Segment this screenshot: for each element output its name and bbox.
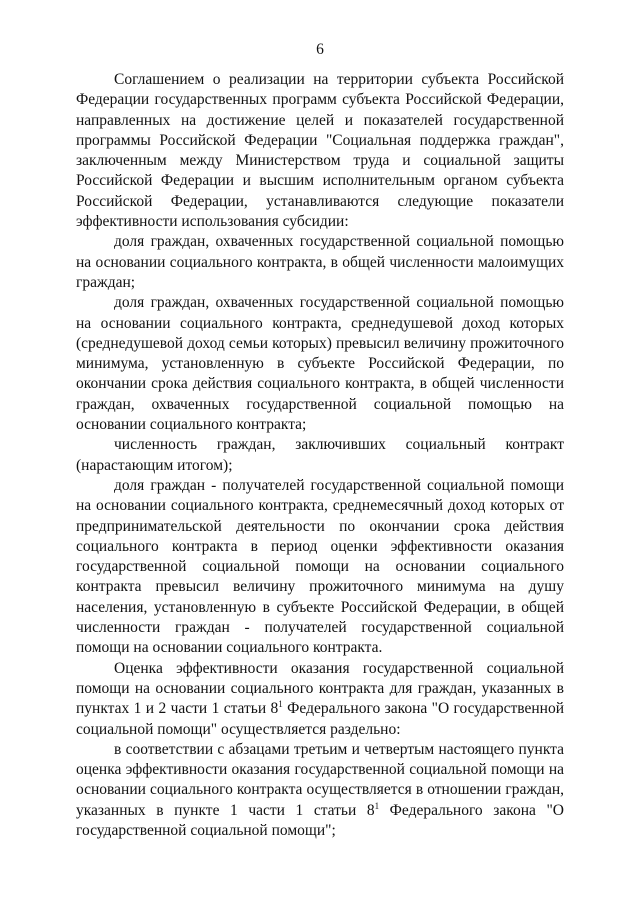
paragraph-evaluation-separately [76, 659, 564, 740]
paragraph-indicator-share-covered: доля граждан, охваченных государственной социальной помощью на основании социального контракта, в общей численности малоимущих граждан; [76, 233, 564, 291]
paragraph-indicator-income-exceeded: доля граждан, охваченных государственной социальной помощью на основании социального контракта, среднедушевой доход которых (среднедушевой доход семьи которых) превысил величину прожиточного минимума, установленную в субъекте Российской Федерации, по окончании срока действия социального контракта, в общей численности граждан, охваченных государственной социальной помощью на основании социального контракта; [76, 294, 564, 434]
paragraph-agreement-indicators: Соглашением о реализации на территории субъекта Российской Федерации государственных программ субъекта Российской Федерации, направленных на достижение целей и показателей государственной программы Российской Федерации "Социальная поддержка граждан", заключенным между Министерством труда и социальной защиты Российской Федерации и высшим исполнительным органом субъекта Российской Федерации, устанавливаются следующие показатели эффективности использования субсидии: [76, 71, 564, 231]
paragraph-clause-text-after: Федерального закона "О государственной социальной помощи"; [76, 801, 564, 839]
article-superscript: 1 [374, 800, 380, 811]
document-body [76, 70, 564, 841]
paragraph-evaluation-clause-1 [76, 740, 564, 841]
paragraph-evaluation-text-after: Федерального закона "О государственной социальной помощи" осуществляется раздельно: [76, 700, 564, 738]
paragraph-indicator-entrepreneurship-income: доля граждан - получателей государственной социальной помощи на основании социального контракта, среднемесячный доход которых от предпринимательской деятельности по окончании срока действия социального контракта в период оценки эффективности оказания государственной социальной помощи на основании социального контракта превысил величину прожиточного минимума на душу населения, установленную в субъекте Российской Федерации, в общей численности граждан - получателей государственной социальной помощи на основании социального контракта. [76, 476, 564, 657]
article-superscript: 1 [278, 699, 283, 710]
paragraph-indicator-contracts-count: численность граждан, заключивших социальный контракт (нарастающим итогом); [76, 436, 564, 474]
page-number: 6 [316, 41, 324, 58]
paragraph-evaluation-text-before: Оценка эффективности оказания государственной социальной помощи на основании социального контракта для граждан, указанных в пунктах 1 и 2 части 1 статьи 8 [76, 659, 564, 718]
paragraph-clause-text-before: в соответствии с абзацами третьим и четвертым настоящего пункта оценка эффективности оказания государственной социальной помощи на основании социального контракта осуществляется в отношении граждан, указанных в пункте 1 части 1 статьи 8 [76, 740, 564, 819]
